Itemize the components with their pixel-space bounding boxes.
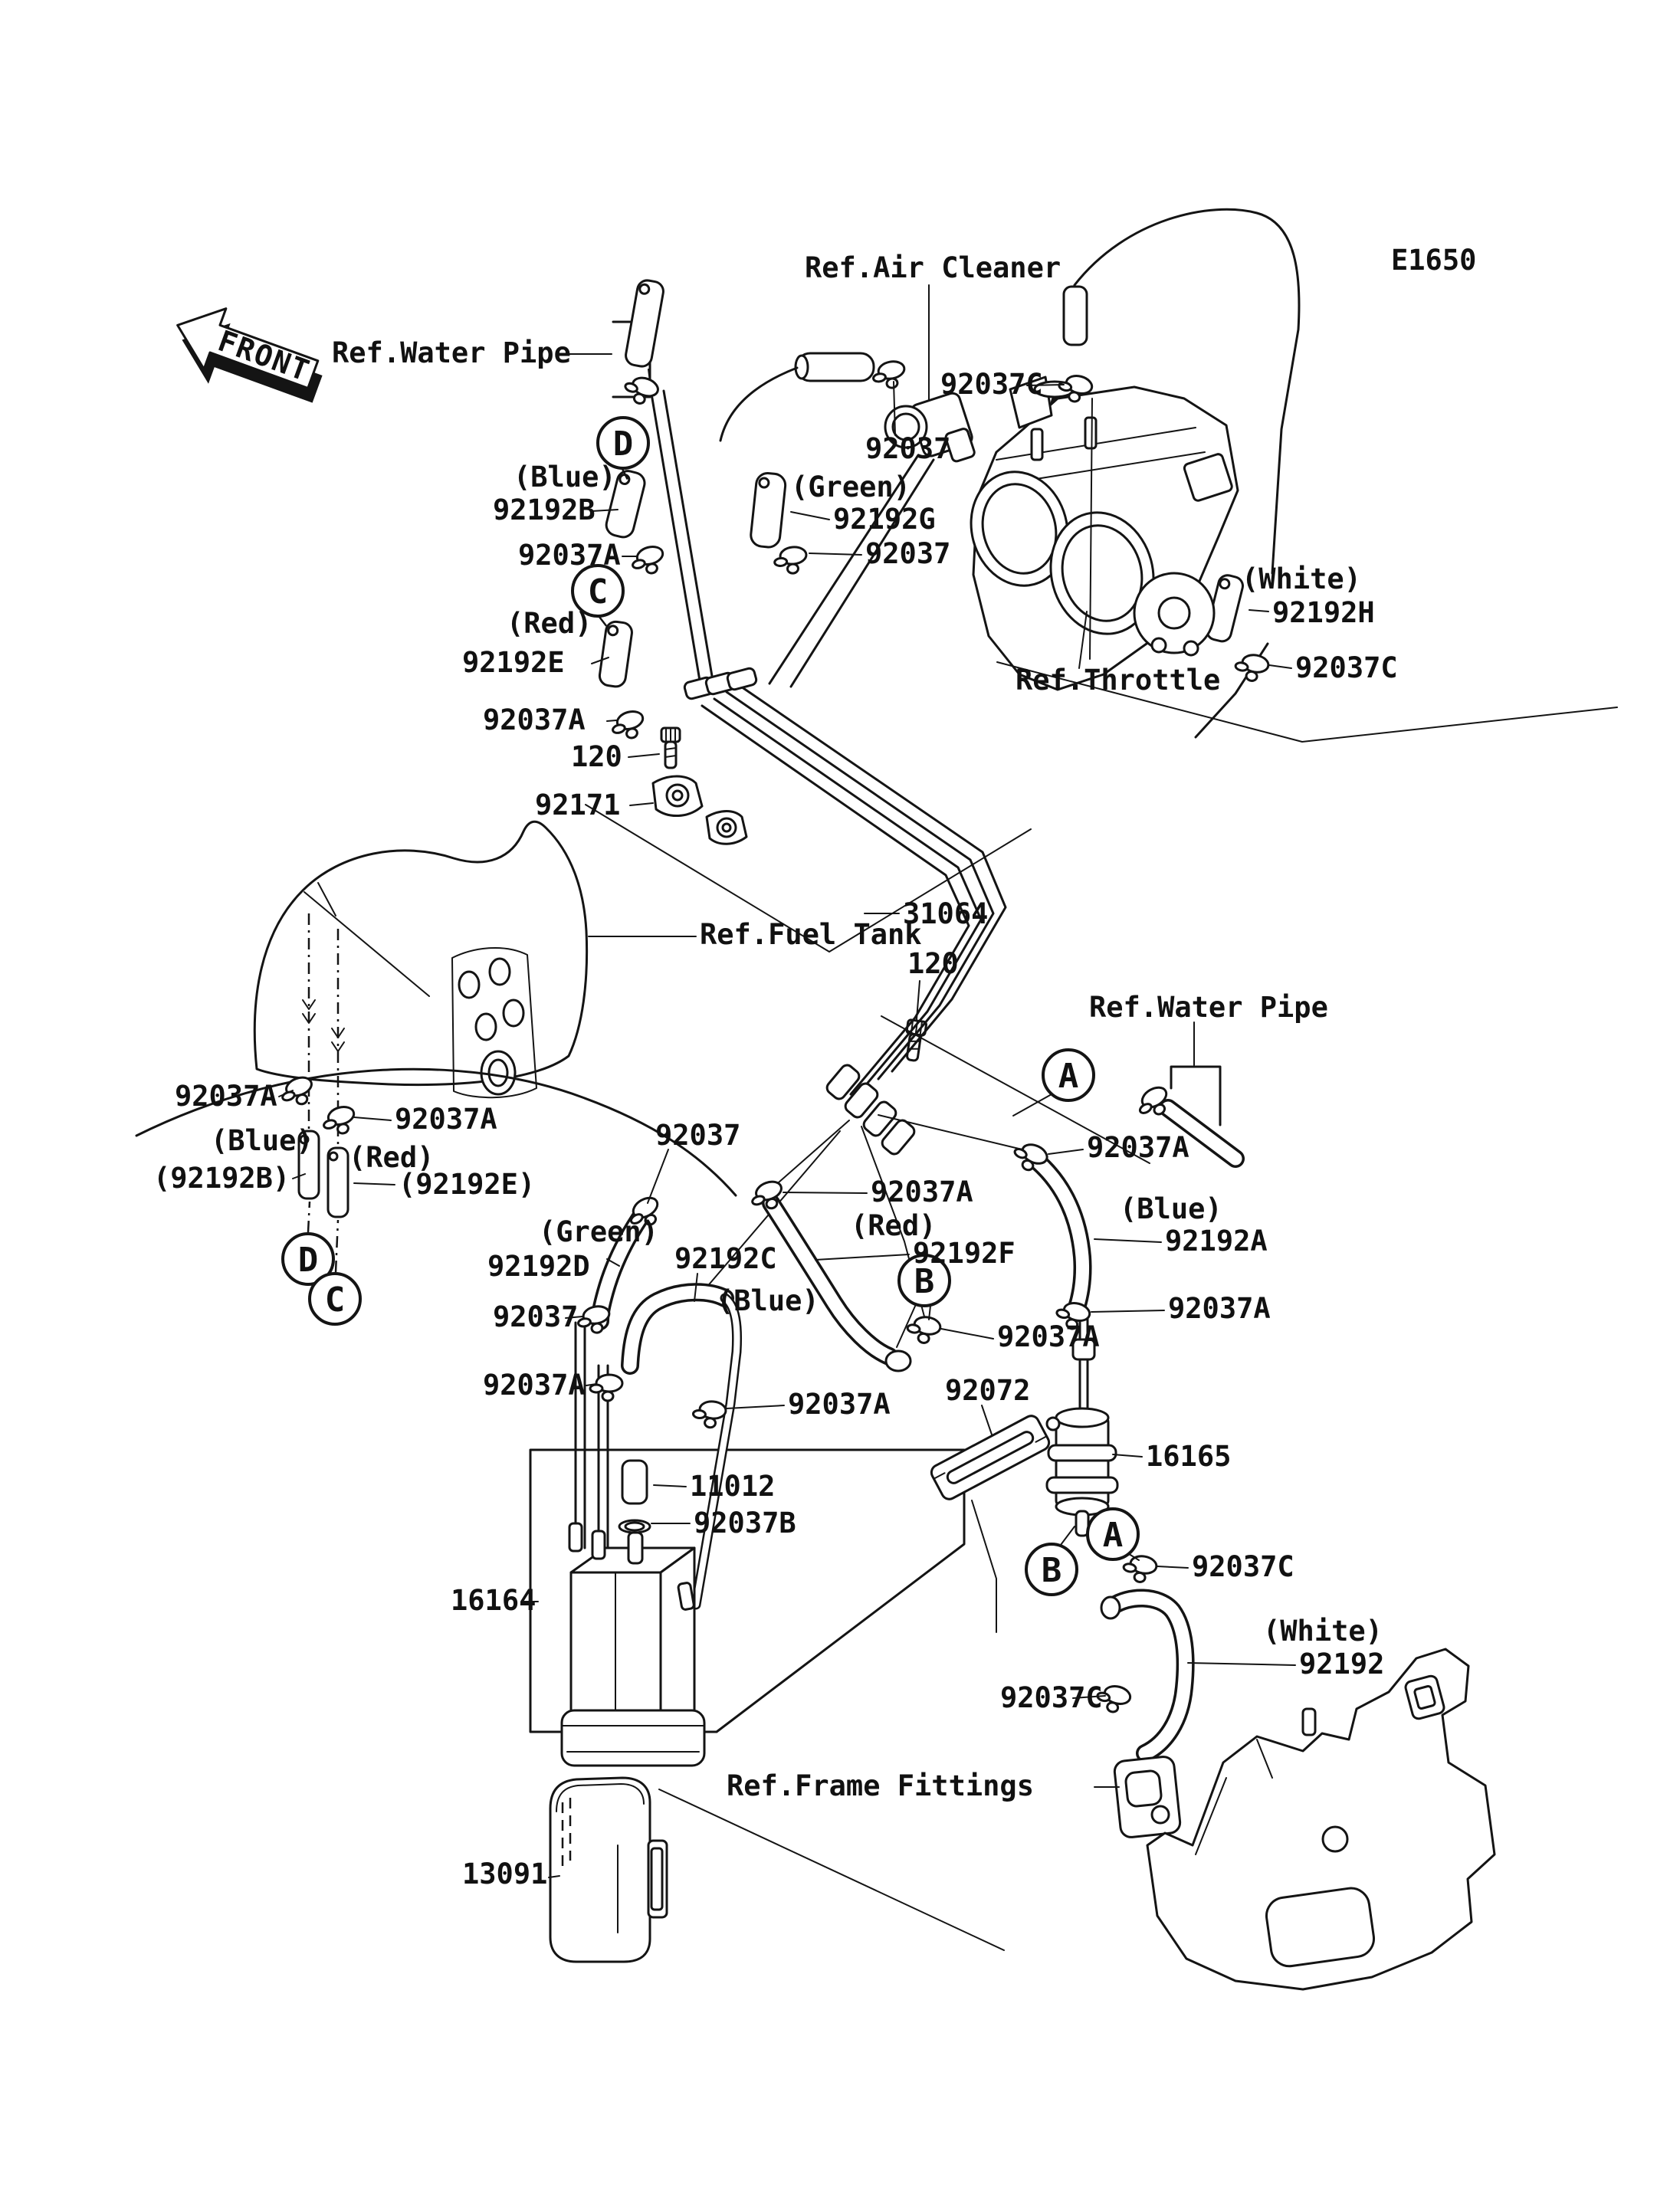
callout-a-4	[1043, 1050, 1094, 1100]
part-label-92192G: 92192G	[833, 503, 936, 536]
part-label-92037C-bottom: 92037C	[1000, 1681, 1103, 1714]
part-label-92037A-4: 92037A	[395, 1103, 497, 1136]
part-label-red-top: (Red)	[507, 607, 592, 640]
part-label-92037A-2: 92037A	[483, 703, 586, 736]
hose-92192C-blue	[630, 1292, 725, 1366]
part-label-92192D: 92192D	[487, 1250, 590, 1283]
part-label-92037C-top: 92037C	[940, 368, 1043, 401]
callout-letter: B	[914, 1262, 935, 1301]
part-label-92037A-10: 92037A	[788, 1388, 891, 1421]
hose-92192A-blue	[1038, 1162, 1083, 1307]
canister-16164	[562, 1461, 704, 1766]
frame-fittings-bracket	[1114, 1649, 1495, 1989]
part-label-92192H: 92192H	[1272, 596, 1375, 629]
part-label-blue-3: (Blue)	[717, 1284, 819, 1317]
hose-92192-white	[1101, 1597, 1186, 1753]
tube-92192E	[599, 621, 633, 688]
part-label-ref-water-pipe-right: Ref.Water Pipe	[1089, 991, 1328, 1024]
part-label-ref-throttle: Ref.Throttle	[1016, 664, 1221, 697]
part-label-92192A: 92192A	[1165, 1225, 1268, 1258]
part-label-92072: 92072	[945, 1374, 1031, 1407]
part-label-92037-4: 92037	[493, 1300, 579, 1333]
callout-letter: C	[324, 1280, 346, 1320]
part-label-120-right: 120	[907, 947, 959, 980]
part-label-ref-fuel-tank: Ref.Fuel Tank	[700, 918, 922, 951]
part-label-blue-2: (Blue)	[1120, 1192, 1222, 1225]
part-label-16164: 16164	[451, 1584, 536, 1617]
part-label-92192E: 92192E	[462, 646, 565, 679]
part-label-92037-3: 92037	[655, 1119, 741, 1152]
throttle-body	[959, 377, 1238, 690]
part-label-92037A-5: 92037A	[871, 1176, 973, 1208]
callout-letter: D	[612, 425, 634, 464]
part-label-92192F: 92192F	[913, 1237, 1016, 1270]
part-label-diagram-code: E1650	[1391, 244, 1477, 277]
part-label-green-top: (Green)	[791, 471, 911, 503]
part-label-92037B: 92037B	[694, 1507, 796, 1540]
tube-92192G	[750, 472, 786, 548]
screw-120-left	[661, 728, 680, 768]
part-label-92037A-7: 92037A	[1168, 1292, 1271, 1325]
part-label-92192C: 92192C	[674, 1242, 777, 1275]
callout-letter: A	[1102, 1516, 1124, 1555]
tube-92192E-small	[328, 1148, 348, 1217]
part-label-red-paren: (Red)	[349, 1141, 435, 1174]
gasket-92072	[929, 1413, 1052, 1502]
callout-letter: D	[297, 1241, 319, 1280]
part-label-92037A-3: 92037A	[175, 1080, 277, 1113]
callout-c-3	[310, 1274, 360, 1324]
callout-letter: A	[1058, 1057, 1079, 1096]
part-label-ref-water-pipe-top: Ref.Water Pipe	[332, 336, 571, 369]
callout-b-7	[1026, 1544, 1077, 1595]
part-label-92171: 92171	[535, 789, 621, 821]
part-label-92192-bottom: 92192	[1299, 1648, 1385, 1681]
part-label-11012: 11012	[690, 1470, 776, 1503]
part-label-ref-frame-fittings: Ref.Frame Fittings	[727, 1769, 1034, 1802]
part-label-16165: 16165	[1146, 1440, 1232, 1473]
part-label-92037A-6: 92037A	[1087, 1131, 1189, 1164]
part-label-red-2: (Red)	[851, 1209, 937, 1242]
callout-a-6	[1088, 1509, 1138, 1559]
part-label-92037-2: 92037	[865, 537, 951, 570]
part-label-13091: 13091	[462, 1858, 548, 1890]
part-label-92192B-paren: (92192B)	[153, 1162, 290, 1195]
part-label-92037-top: 92037	[865, 432, 951, 465]
part-label-white-top: (White)	[1242, 562, 1361, 595]
92171-bracket	[653, 776, 746, 844]
region-outlines	[586, 662, 1617, 1163]
part-label-92037C-a2: 92037C	[1192, 1550, 1294, 1583]
part-label-31064: 31064	[903, 897, 989, 930]
callout-letter: C	[587, 572, 609, 612]
part-label-white-bottom: (White)	[1263, 1615, 1383, 1648]
part-label-92037A-9: 92037A	[483, 1369, 586, 1402]
part-label-ref-air-cleaner: Ref.Air Cleaner	[805, 251, 1061, 284]
part-label-blue-top: (Blue)	[514, 461, 616, 494]
part-label-120-left: 120	[571, 740, 622, 773]
part-label-92192E-paren: (92192E)	[399, 1168, 536, 1201]
part-label-blue-paren: (Blue)	[211, 1124, 313, 1157]
part-label-92037C-right: 92037C	[1295, 651, 1398, 684]
part-label-92037A-8: 92037A	[997, 1320, 1100, 1353]
callout-letter: B	[1041, 1551, 1062, 1590]
part-label-92192B: 92192B	[493, 494, 596, 526]
part-label-green-2: (Green)	[539, 1215, 658, 1248]
front-arrow-label: FRONT	[213, 323, 315, 389]
front-arrow	[162, 295, 333, 419]
holder-13091	[550, 1778, 1004, 1962]
part-label-92037A-1: 92037A	[518, 539, 621, 572]
